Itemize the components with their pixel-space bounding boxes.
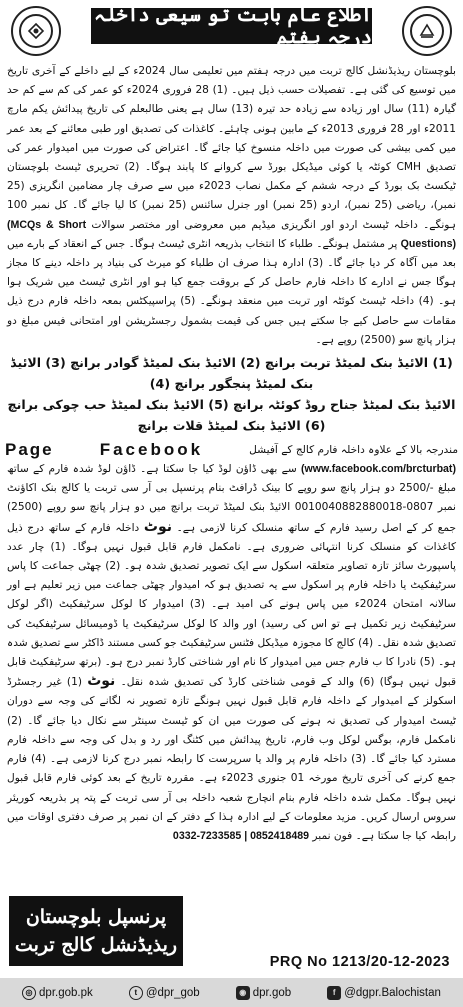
government-emblem-icon bbox=[402, 6, 452, 56]
twitter-icon: t bbox=[129, 986, 143, 1000]
notice-body bbox=[5, 62, 458, 350]
signature-line: پرنسپل بلوچستان bbox=[25, 906, 167, 928]
social-bar bbox=[0, 978, 463, 1007]
facebook-url[interactable]: (www.facebook.com/brcturbat) bbox=[300, 463, 456, 476]
social-label: @dgpr.Balochistan bbox=[344, 986, 441, 999]
phones-label: فون نمبر bbox=[312, 829, 353, 842]
notice-header bbox=[5, 4, 458, 62]
paragraph-test: (2) تحریری ٹیسٹ بلوچستان ٹیکسٹ بک بورڈ کے درجہ ششم کے مکمل نصاب 2023ء میں سے صرف چار مضامین انگریزی (25 نمبر)، ریاضی (25 نمبر)، اردو (25 نمبر) اور جنرل سائنس (25 نمبر) کا لیا جائے گا۔ کل نمبر 100 ہونگے۔ داخلہ ٹیسٹ اردو اور انگریزی میڈیم میں معروضی اور مختصر سوالات bbox=[7, 161, 457, 231]
signature-block bbox=[9, 896, 183, 966]
signature-line: ریذیڈنشل کالج تربت bbox=[14, 934, 178, 956]
payment-text: سے بھی ڈاؤن لوڈ کیا جا سکتا ہے۔ ڈاؤن لوڈ شدہ فارم کے ساتھ مبلغ -/2500 دو ہزار پانچ سو روپے کا بینک ڈرافٹ بنام پرنسپل بی آر سی تربت یا کالج بنک اکاؤنٹ نمبر 0807-0010040882880018 الائیڈ بنک لمیٹڈ تربت برانچ میں دو ہزار پانچ سو روپے (2500) جمع کر کے اصل رسید فارم کے ساتھ منسلک کرنا لازمی ہے۔ bbox=[7, 463, 457, 534]
facebook-prefix: مندرجہ بالا کے علاوہ داخلہ فارم کالج کے آفیشل bbox=[249, 444, 458, 457]
phone-numbers: 0332-7233585 | 0852418489 bbox=[172, 829, 310, 842]
note-label: نوٹ bbox=[143, 518, 172, 535]
bank-branch-line: الائیڈ بنک لمیٹڈ جناح روڈ کوئٹہ برانچ (5) الائیڈ بنک لمیٹڈ حب چوکی برانچ (6) الائیڈ بنک لمیٹڈ قلات برانچ bbox=[7, 397, 456, 434]
social-label: dpr.gob bbox=[252, 986, 292, 999]
facebook-word: Facebook bbox=[99, 440, 204, 460]
intro-text: بلوچستان ریذیڈنشل کالج تربت میں درجہ ہفتم میں تعلیمی سال 2024ء کے لیے داخلے کے آخری تاریخ میں توسیع کی گئی ہے۔ تفصیلات حسب ذیل ہیں۔ bbox=[7, 65, 457, 97]
paragraph-eligibility: (1) 28 فروری 2024ء کو عمر کی کم سے کم حد گیارہ (11) سال اور زیادہ سے زیادہ حد تیرہ (13) سال ہے یعنی طالبعلم کی تاریخ پیدائش یکم مارچ 2011ء اور 28 فروری 2013ء کے مابین ہونی چاہئے۔ کاغذات کی تصدیق اور طبی معائنے کے بعد عمر میں کمی بیشی کی صورت میں داخلہ منسوخ کیا جائے گا۔ اعتراض کی صورت میں امیدوار عمر کی تصدیق CMH کوئٹہ یا کوئی میڈیکل بورڈ سے کروانے کا پابند ہوگا۔ bbox=[7, 84, 456, 174]
notice-footer bbox=[5, 896, 458, 976]
prq-number: PRQ No 1213/20-12-2023 bbox=[269, 954, 450, 970]
note-label: نوٹ bbox=[87, 673, 116, 690]
documents-list: داخلہ فارم کے ساتھ درج ذیل کاغذات کو منسلک کرنا انتہائی ضروری ہے۔ نامکمل فارم قابل قبول نہیں ہوگا۔ (1) چار عدد پاسپورٹ سائز تازہ تصاویر متعلقہ اسکول سے ایک تصویر تصدیق شدہ ہو۔ (2) چھٹی جماعت کا پاس سرٹیفکیٹ یا داخلہ فارم پر اسکول سے یہ تصدیق ہو کہ امیدوار چھٹی جماعت میں زیر تعلیم ہے اور سالانہ امتحان 2024ء میں پاس ہونے کی امید ہے۔ (3) امیدوار کا لوکل سرٹیفکیٹ (اگر لوکل سرٹیفکیٹ زیر تکمیل ہے تو اس کی رسید) اور والد کا لوکل سرٹیفکیٹ یا ڈومیسائل سرٹیفکیٹ کی تصدیق شدہ نقل۔ (4) کالج کا مجوزہ میڈیکل فٹنس سرٹیفکیٹ جو کسی مستند ڈاکٹر سے تصدیق شدہ ہو۔ (5) نادرا کا ب فارم جس میں امیدوار کا نام اور شناختی کارڈ نمبر درج ہو۔ (برتھ سرٹیفکیٹ قابل قبول نہیں ہوگا) (6) والد کے قومی شناختی کارڈ کی تصدیق شدہ نقل۔ bbox=[7, 521, 457, 689]
download-instructions bbox=[5, 460, 458, 846]
facebook-icon: f bbox=[327, 986, 341, 1000]
instagram-icon: ◉ bbox=[236, 986, 250, 1000]
social-instagram[interactable] bbox=[236, 986, 291, 1000]
social-label: @dpr_gob bbox=[145, 986, 200, 999]
social-website[interactable] bbox=[22, 986, 93, 1000]
globe-icon: ◎ bbox=[22, 986, 36, 1000]
conditions-text: (1) غیر رجسٹرڈ اسکولز کے امیدوار کے داخلہ فارم قابل قبول نہیں ہونگے تازہ تصویر نہ لگانے کی وجہ سے دوران ٹیسٹ امیدوار کی تصدیق نہ ہونے کی صورت میں ان کو ٹیسٹ سینٹر سے نکال دیا جائے گا۔ (2) نامکمل فارم، بوگس لوکل وب فارم، تاریخ پیدائش میں کٹنگ اور رد و بدل کی وجہ سے داخلہ فارم مسترد کیا جائے گا۔ (3) داخلہ فارم پر والد یا سرپرست کا رابطہ نمبر درج کرنا لازمی ہے۔ (4) فارم جمع کرنے کی آخری تاریخ مورخہ 01 جنوری 2023ء ہے۔ مقررہ تاریخ کے بعد کوئی فارم قابل قبول نہیں ہوگا۔ مکمل شدہ داخلہ فارم بنام انچارج شعبہ داخلہ بی آر سی تربت کے پتہ پر بذریعہ کوریئر سروس ارسال کریں۔ مزید معلومات کے لیے ادارہ ہذا کے دفتر کے ان نمبر پر صرف دفتری اوقات میں رابطہ کیا جا سکتا ہے۔ bbox=[7, 676, 456, 842]
paragraph-selection: پر مشتمل ہونگے۔ طلباء کا انتخاب بذریعہ انٹری ٹیسٹ ہوگا۔ جس کے انعقاد کے بارے میں بعد میں آگاہ کر دیا جائے گا۔ (3) ادارہ ہذا صرف ان طلباء کو میرٹ کی بنیاد پر داخلہ دینے کا مجاز ہوگا جس نے ادارے کا داخلہ فارم حاصل کر کے بروقت جمع کیا ہو اور انٹری ٹیسٹ میں شریک ہوا ہو۔ (4) داخلہ ٹیسٹ کوئٹہ اور تربت میں منعقد ہونگے۔ (5) پراسپیکٹس بمعہ داخلہ فارم درج ذیل مقامات سے حاصل کیے جا سکتے ہیں جس کی قیمت بشمول رجسٹریشن اور امتحانی فیس مبلغ دو ہزار پانچ سو (2500) روپے ہے۔ bbox=[7, 237, 456, 346]
mcq-text: (MCQs & Short Questions) bbox=[7, 218, 456, 250]
college-emblem-icon bbox=[11, 6, 61, 56]
bank-branch-line: (1) الائیڈ بنک لمیٹڈ تربت برانچ (2) الائیڈ بنک لمیٹڈ گوادر برانچ (3) الائیڈ بنک لمیٹڈ پنجگور برانچ (4) bbox=[10, 355, 453, 392]
social-label: dpr.gob.pk bbox=[39, 986, 93, 999]
bank-branch-list bbox=[5, 352, 458, 436]
facebook-line bbox=[5, 440, 458, 460]
social-twitter[interactable] bbox=[129, 986, 200, 1000]
page-word: Page bbox=[5, 440, 54, 460]
notice-title: اطلاع عام بابت تو سیعی داخلہ درجہ ہفتم bbox=[91, 8, 372, 44]
social-facebook[interactable] bbox=[327, 986, 441, 1000]
